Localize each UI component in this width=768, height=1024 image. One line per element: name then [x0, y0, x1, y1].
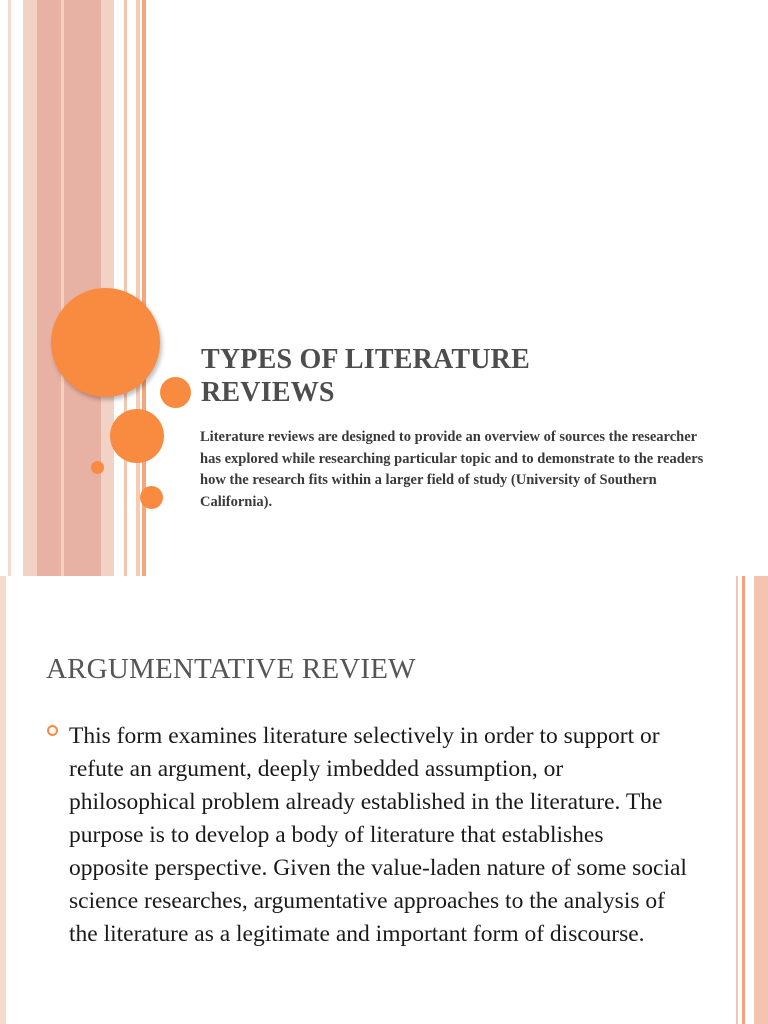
- decorative-stripe: [742, 576, 745, 1024]
- decorative-stripe: [61, 0, 64, 576]
- circle-icon: [91, 461, 104, 474]
- ring-bullet-icon: [47, 725, 58, 736]
- bullet-text: This form examines literature selectively in order to support or refute an argument, deeply imbedded assumption, or philosophical problem already established in the literature. The purpose is to develop a body of literature that establishes opposite perspective. Given the value-laden nature of some social science researches, argumentative approaches to the analysis of the literature as a legitimate and important form of discourse.: [69, 723, 687, 947]
- decorative-stripe: [736, 576, 738, 1024]
- decorative-stripe: [754, 576, 768, 1024]
- bullet-item: [47, 720, 687, 951]
- decorative-stripe: [37, 0, 101, 576]
- slide-title: ARGUMENTATIVE REVIEW: [46, 653, 416, 685]
- decorative-stripe: [8, 0, 11, 576]
- circle-icon: [140, 486, 163, 509]
- decorative-stripe: [136, 0, 140, 576]
- circle-icon: [160, 377, 191, 408]
- slide-title: TYPES OF LITERATURE REVIEWS: [201, 344, 530, 408]
- slide-subtitle: Literature reviews are designed to provide an overview of sources the researcher has explored while researching particular topic and to demonstrate to the readers how the research fits within a larger field of study (University of Southern California).: [200, 429, 704, 510]
- content-slide: [0, 576, 768, 1024]
- decorative-stripe: [0, 576, 6, 1024]
- decorative-stripe: [124, 0, 127, 576]
- circle-icon: [51, 288, 160, 397]
- circle-icon: [110, 409, 164, 463]
